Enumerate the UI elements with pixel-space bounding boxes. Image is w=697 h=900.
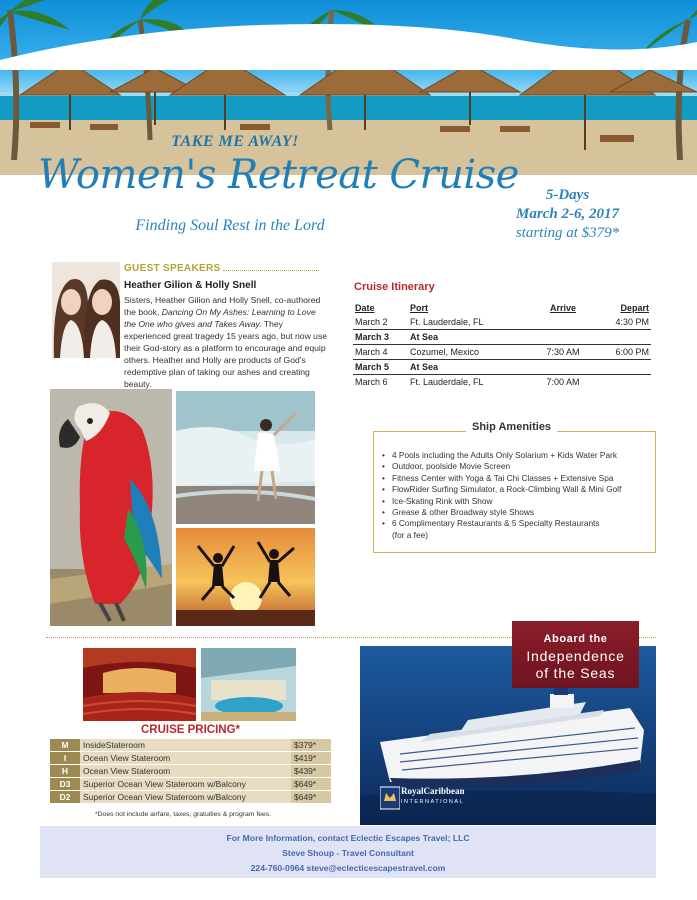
cell-price: $379* bbox=[291, 739, 331, 751]
cell-port: Ft. Lauderdale, FL bbox=[410, 377, 484, 387]
table-row bbox=[50, 765, 331, 777]
col-depart: Depart bbox=[620, 303, 649, 313]
pricing-title: CRUISE PRICING* bbox=[140, 724, 241, 736]
cell-depart: 4:30 PM bbox=[615, 317, 649, 327]
pricing-footnote: *Does not include airfare, taxes, gratuities & program fees. bbox=[95, 811, 272, 818]
list-item: • Fitness Center with Yoga & Tai Chi Classes + Extensive Spa bbox=[382, 473, 652, 484]
beach-woman-photo bbox=[176, 391, 315, 524]
trip-info bbox=[495, 186, 640, 243]
speaker-names: Heather Gilion & Holly Snell bbox=[124, 280, 257, 291]
cell-arrive bbox=[528, 315, 598, 330]
bio-suffix: They experienced great tragedy 15 years ago, but now use their God-story as a platform to encourage and equip others. Heather and Holly are products of God's redemptive plan of taking our ashes and creating beauty. bbox=[124, 319, 328, 389]
cell-arrive: 7:30 AM bbox=[546, 347, 580, 357]
list-item bbox=[382, 507, 652, 518]
sunset-jumping-photo bbox=[176, 528, 315, 626]
footer-contact-line: For More Information, contact Eclectic Escapes Travel; LLC bbox=[226, 833, 470, 843]
cell-category-code: M bbox=[50, 739, 80, 751]
cell-price: $419* bbox=[291, 752, 331, 764]
cell-category-code: D2 bbox=[50, 791, 80, 803]
list-item: • FlowRider Surfing Simulator, a Rock-Climbing Wall & Mini Golf bbox=[382, 484, 652, 495]
grease-title: Grease bbox=[392, 507, 420, 518]
cell-date: March 4 bbox=[355, 347, 388, 357]
cell-depart bbox=[598, 360, 651, 375]
cell-price: $439* bbox=[291, 765, 331, 777]
parrot-photo bbox=[50, 389, 172, 626]
cell-stateroom: InsideStateroom bbox=[80, 739, 291, 751]
cell-stateroom: Superior Ocean View Stateroom w/Balcony bbox=[80, 778, 291, 790]
page-title: Women's Retreat Cruise bbox=[38, 152, 519, 198]
ship-label-aboard: Aboard the bbox=[543, 633, 608, 645]
col-arrive: Arrive bbox=[549, 303, 576, 313]
list-item: • 4 Pools including the Adults Only Solarium + Kids Water Park bbox=[382, 450, 652, 461]
col-date: Date bbox=[355, 303, 375, 313]
list-item: • Outdoor, poolside Movie Screen bbox=[382, 461, 652, 472]
speaker-bio bbox=[124, 294, 329, 390]
cell-category-code: I bbox=[50, 752, 80, 764]
amenities-list bbox=[382, 450, 652, 541]
cell-price: $649* bbox=[291, 791, 331, 803]
cell-date: March 5 bbox=[353, 360, 408, 375]
cell-date: March 3 bbox=[353, 330, 408, 345]
royal-caribbean-logo-text: RoyalCaribbean bbox=[401, 786, 465, 796]
ship-label-seas: of the Seas bbox=[535, 665, 616, 681]
theater-photo bbox=[83, 648, 196, 721]
ship-name-label bbox=[512, 621, 639, 688]
cell-stateroom: Ocean View Stateroom bbox=[80, 765, 291, 777]
cell-arrive: 7:00 AM bbox=[546, 377, 580, 387]
list-item: • Ice-Skating Rink with Show bbox=[382, 496, 652, 507]
itinerary-table bbox=[353, 302, 651, 389]
table-row bbox=[50, 739, 331, 751]
cell-category-code: D3 bbox=[50, 778, 80, 790]
bio-prefix: Sisters, Heather Gilion and Holly Snell, co-authored the book, bbox=[124, 295, 321, 317]
speakers-photo bbox=[52, 262, 120, 358]
hero-beach-image bbox=[0, 0, 697, 175]
itinerary-title: Cruise Itinerary bbox=[354, 281, 435, 293]
cell-depart bbox=[598, 330, 651, 345]
list-item: (for a fee) bbox=[392, 529, 428, 540]
cell-stateroom: Superior Ocean View Stateroom w/Balcony bbox=[80, 791, 291, 803]
trip-starting-price: starting at $379* bbox=[515, 225, 620, 241]
trip-dates: March 2-6, 2017 bbox=[516, 206, 619, 222]
cell-depart: 6:00 PM bbox=[615, 347, 649, 357]
royal-caribbean-crown-icon bbox=[380, 786, 400, 810]
table-row bbox=[50, 752, 331, 764]
contact-footer bbox=[40, 826, 656, 878]
cell-arrive bbox=[528, 330, 598, 345]
tagline: TAKE ME AWAY! bbox=[171, 133, 299, 150]
trip-duration: 5-Days bbox=[545, 187, 590, 203]
footer-phone-email: 224-760-0964 steve@eclecticescapestravel.com bbox=[250, 863, 446, 873]
footer-consultant-line: Steve Shoup - Travel Consultant bbox=[282, 848, 414, 858]
cell-stateroom: Ocean View Stateroom bbox=[80, 752, 291, 764]
cell-arrive bbox=[528, 360, 598, 375]
ship-label-name: Independence bbox=[526, 648, 625, 664]
table-row bbox=[50, 778, 331, 790]
bio-book-title: Dancing On My Ashes: Learning to Love the One who gives and Takes Away. bbox=[124, 307, 316, 329]
table-row bbox=[50, 791, 331, 803]
cell-port: At Sea bbox=[408, 360, 528, 375]
table-row bbox=[353, 330, 651, 345]
col-port: Port bbox=[410, 303, 428, 313]
cell-port: At Sea bbox=[408, 330, 528, 345]
cell-depart bbox=[598, 375, 651, 390]
table-row bbox=[353, 360, 651, 375]
royal-caribbean-logo-sub: INTERNATIONAL bbox=[401, 799, 465, 805]
cell-port: Ft. Lauderdale, FL bbox=[410, 317, 484, 327]
amenities-title: Ship Amenities bbox=[466, 421, 557, 433]
page-subtitle: Finding Soul Rest in the Lord bbox=[135, 217, 325, 234]
cell-category-code: H bbox=[50, 765, 80, 777]
guest-speakers-heading: GUEST SPEAKERS bbox=[124, 263, 221, 274]
shows-text: & other Broadway style Shows bbox=[421, 507, 535, 518]
cell-date: March 2 bbox=[355, 317, 388, 327]
cell-port: Cozumel, Mexico bbox=[410, 347, 480, 357]
pool-deck-photo bbox=[201, 648, 296, 721]
table-row bbox=[353, 315, 651, 330]
cell-price: $649* bbox=[291, 778, 331, 790]
guest-speakers-rule bbox=[223, 270, 319, 271]
cell-date: March 6 bbox=[355, 377, 388, 387]
table-row bbox=[353, 345, 651, 360]
table-row bbox=[353, 375, 651, 390]
pricing-table bbox=[50, 738, 331, 804]
list-item: • 6 Complimentary Restaurants & 5 Specialty Restaurants bbox=[382, 518, 652, 529]
